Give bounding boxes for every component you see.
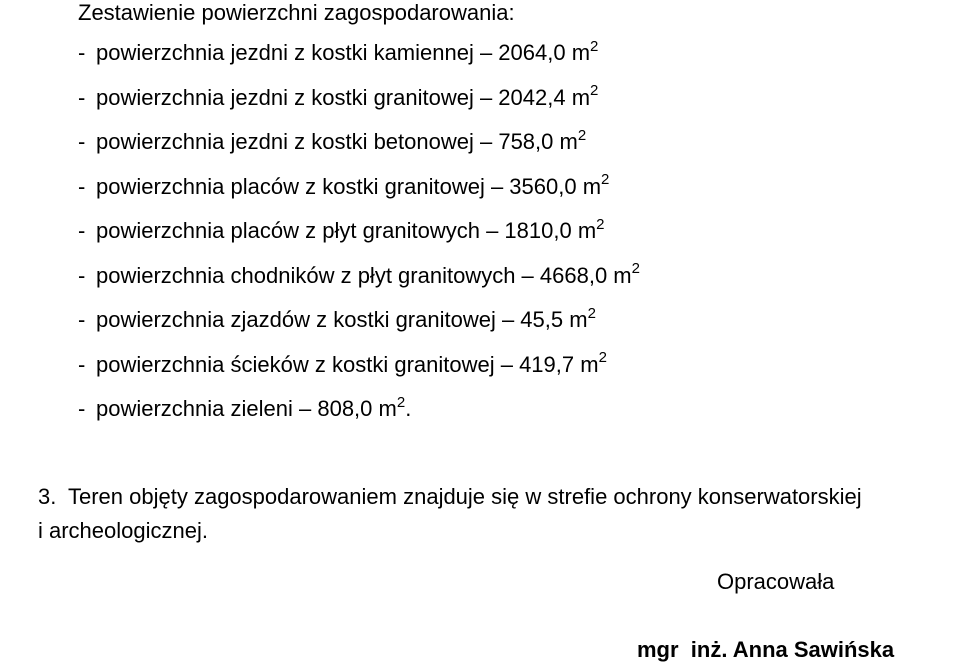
item-dash: - bbox=[78, 307, 86, 332]
author-name: mgr inż. Anna Sawińska bbox=[637, 637, 895, 662]
item-text: powierzchnia jezdni z kostki betonowej – 758,0 m bbox=[96, 129, 578, 154]
item-text: powierzchnia placów z kostki granitowej – 3560,0 m bbox=[96, 173, 602, 199]
item-dash: - bbox=[78, 396, 86, 421]
paragraph-line-1: Teren objęty zagospodarowaniem znajduje się w strefie ochrony konserwatorskiej bbox=[68, 484, 862, 509]
item-superscript: 2 bbox=[587, 304, 596, 322]
list-item bbox=[78, 171, 640, 219]
item-dash: - bbox=[78, 218, 86, 243]
list-item bbox=[78, 215, 640, 263]
item-superscript: 2 bbox=[631, 260, 640, 278]
item-superscript: 2 bbox=[396, 393, 406, 411]
item-superscript: 2 bbox=[598, 349, 607, 367]
paragraph-line-2: i archeologicznej. bbox=[38, 518, 208, 543]
conservation-paragraph bbox=[38, 480, 960, 548]
item-superscript: 2 bbox=[590, 37, 599, 55]
list-item bbox=[78, 260, 640, 308]
item-dash: - bbox=[78, 262, 86, 288]
list-item bbox=[78, 393, 640, 441]
item-dash: - bbox=[78, 173, 86, 199]
list-item bbox=[78, 126, 640, 174]
list-item bbox=[78, 37, 640, 85]
item-superscript: 2 bbox=[596, 215, 605, 233]
list-item bbox=[78, 349, 640, 397]
item-superscript: 2 bbox=[601, 171, 610, 189]
author-label: Opracowała bbox=[717, 569, 835, 594]
item-text: powierzchnia jezdni z kostki granitowej – 2042,4 m bbox=[96, 84, 591, 110]
item-suffix: . bbox=[405, 396, 412, 421]
item-superscript: 2 bbox=[577, 126, 587, 144]
item-superscript: 2 bbox=[590, 82, 599, 100]
area-list bbox=[78, 37, 640, 441]
item-dash: - bbox=[78, 351, 86, 377]
item-text: powierzchnia placów z płyt granitowych – 1810,0 m bbox=[96, 218, 597, 243]
item-dash: - bbox=[78, 129, 86, 154]
item-text: powierzchnia zjazdów z kostki granitowej – 45,5 m bbox=[96, 307, 588, 332]
item-text: powierzchnia jezdni z kostki kamiennej – 2064,0 m bbox=[96, 40, 591, 65]
list-item bbox=[78, 304, 640, 352]
item-dash: - bbox=[78, 40, 86, 65]
paragraph-number: 3. bbox=[38, 484, 57, 509]
list-item bbox=[78, 82, 640, 130]
item-text: powierzchnia chodników z płyt granitowych – 4668,0 m bbox=[96, 262, 632, 288]
item-text: powierzchnia ścieków z kostki granitowej – 419,7 m bbox=[96, 351, 599, 377]
item-text: powierzchnia zieleni – 808,0 m bbox=[96, 396, 397, 421]
summary-heading: Zestawienie powierzchni zagospodarowania: bbox=[78, 0, 515, 25]
item-dash: - bbox=[78, 84, 86, 110]
